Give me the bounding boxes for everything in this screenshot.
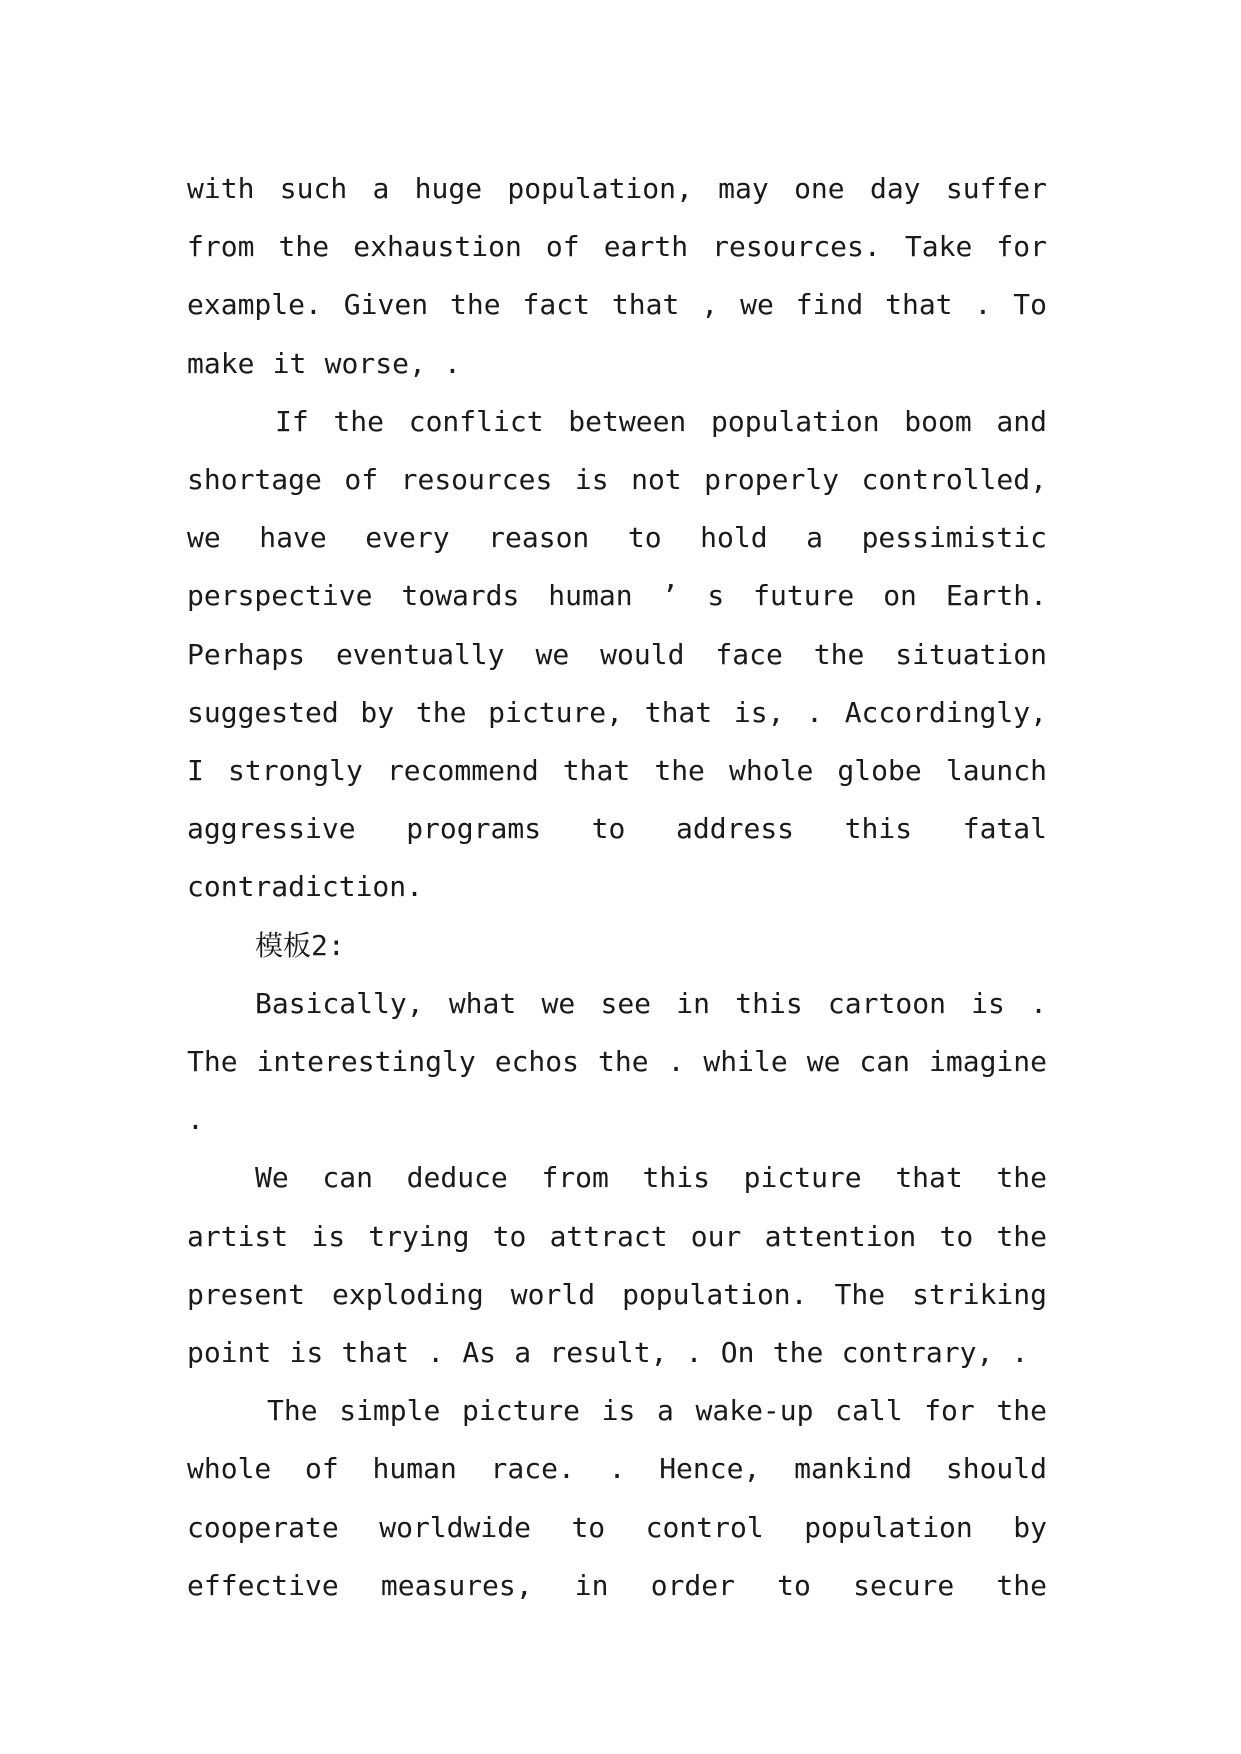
template-heading: 模板2: — [255, 928, 345, 962]
document-body — [187, 160, 1047, 1615]
paragraph-conflict: If the conflict between population boom and shortage of resources is not properly controlled, we have every reason to hold a pessimistic perspective towards human ’ s future on Earth. Perhaps eventually we would face the situation suggested by the picture, that is, . Accordingly, I strongly recommend that the whole globe launch aggressive programs to address this fatal contradiction. — [187, 404, 1047, 904]
paragraph-wake-up-call: The simple picture is a wake-up call for the whole of human race. . Hence, mankind should cooperate worldwide to control population by effective measures, in order to secure the — [187, 1394, 1047, 1602]
paragraph-deduce: We can deduce from this picture that the artist is trying to attract our attention to the present exploding world population. The striking point is that . As a result, . On the contrary, . — [187, 1161, 1047, 1370]
paragraph-cartoon: Basically, what we see in this cartoon is . The interestingly echos the . while we can imagine . — [187, 986, 1047, 1137]
paragraph-continuation: with such a huge population, may one day suffer from the exhaustion of earth resources. Take for example. Given the fact that , we find that . To make it worse, . — [187, 172, 1047, 380]
